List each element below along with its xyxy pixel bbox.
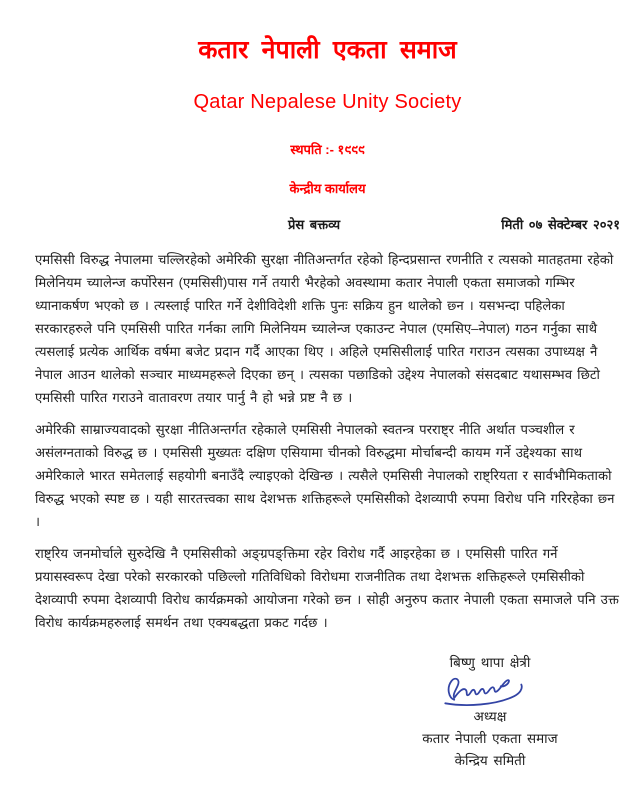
signatory-title: अध्यक्ष: [473, 709, 507, 724]
document-header: [35, 36, 620, 233]
date-line: मिती ०७ सेक्टेम्बर २०२१: [501, 217, 620, 232]
central-office-line: केन्द्रीय कार्यालय: [289, 181, 366, 196]
signatory-name: बिष्णु थापा क्षेत्री: [449, 655, 531, 670]
body-paragraph-3: राष्ट्रिय जनमोर्चाले सुरुदेखि नै एमसिसीको अङ्ग्रपङ्क्तिमा रहेर विरोध गर्दै आइरहेका छ । एमसिसी पारित गर्ने प्रयासस्वरूप देखा परेको सरकारको पछिल्लो गतिविधिको विरोधमा राजनीतिक तथा देशभक्त शक्तिहरूले एमसिसीको देशव्यापी रुपमा देशव्यापी विरोध कार्यक्रमको आयोजना गरेको छ्न । सोही अनुरुप कतार नेपाली एकता समाजले पनि उक्त विरोध कार्यक्रमहरुलाई समर्थन तथा एक्यबद्धता प्रकट गर्दछ ।: [35, 546, 619, 630]
body-paragraph-1: एमसिसी विरुद्ध नेपालमा चल्लिरहेको अमेरिकी सुरक्षा नीतिअन्तर्गत रहेको हिन्दप्रसान्त रणनीति र त्यसको मातहतमा रहेको मिलेनियम च्यालेन्ज कर्पोरेसन (एमसिसी)पास गर्ने तयारी भैरहेको अवस्थामा कतार नेपाली एकता समाजको गम्भिर ध्यानाकर्षण भएको छ । त्यस्लाई पारित गर्ने देशीविदेशी शक्ति पुनः सक्रिय हुन थालेको छ्न । यसभन्दा पहिलेका सरकारहरुले पनि एमसिसी पारित गर्नका लागि मिलेनियम च्यालेन्ज एकाउन्ट नेपाल (एमसिए–नेपाल) गठन गर्नुका साथै त्यसलाई प्रत्येक आर्थिक वर्षमा बजेट प्रदान गर्दै आएका थिए । अहिले एमसिसीलाई पारित गराउन त्यसका उपाध्यक्ष नै नेपाल आउन थालेको सञ्चार माध्यमहरूले दिएका छन् । त्यसका पछाडिको उद्देश्य नेपालको संसदबाट यथासम्भव छिटो एमसिसी पारित गराउने वातावरण तयार पार्नु नै हो भन्ने प्रष्ट नै छ ।: [35, 252, 614, 405]
document-body: [35, 248, 620, 634]
press-date-row: [35, 215, 620, 233]
established-line: स्थपति :- १९९९: [290, 142, 365, 157]
org-title-nepali: कतार नेपाली एकता समाज: [198, 37, 457, 64]
signature-block: [390, 654, 590, 772]
signature-image: [440, 672, 540, 706]
org-title-english: Qatar Nepalese Unity Society: [193, 91, 462, 113]
press-statement-label: प्रेस बक्तव्य: [288, 217, 341, 232]
signatory-org: कतार नेपाली एकता समाज: [422, 731, 558, 746]
body-paragraph-2: अमेरिकी साम्राज्यवादको सुरक्षा नीतिअन्तर्गत रहेकाले एमसिसी नेपालको स्वतन्त्र परराष्ट्र नीति अर्थात पञ्चशील र असंलग्नताको विरुद्ध छ । एमसिसी मुख्यतः दक्षिण एसियामा चीनको विरुद्धमा मोर्चाबन्दी कायम गर्ने उद्देश्यका साथ अमेरिकाले भारत समेतलाई सहयोगी बनाउँदै ल्याइएको देखिन्छ । त्यसैले एमसिसी नेपालको राष्ट्रियता र सार्वभौमिकताको विरुद्ध भएको स्पष्ट छ । यही सारतत्त्वका साथ देशभक्त शक्तिहरूले एमसिसीको देशव्यापी रुपमा विरोध पनि गरिरहेका छ्न ।: [35, 422, 615, 529]
signatory-committee: केन्द्रिय समिती: [454, 753, 526, 768]
